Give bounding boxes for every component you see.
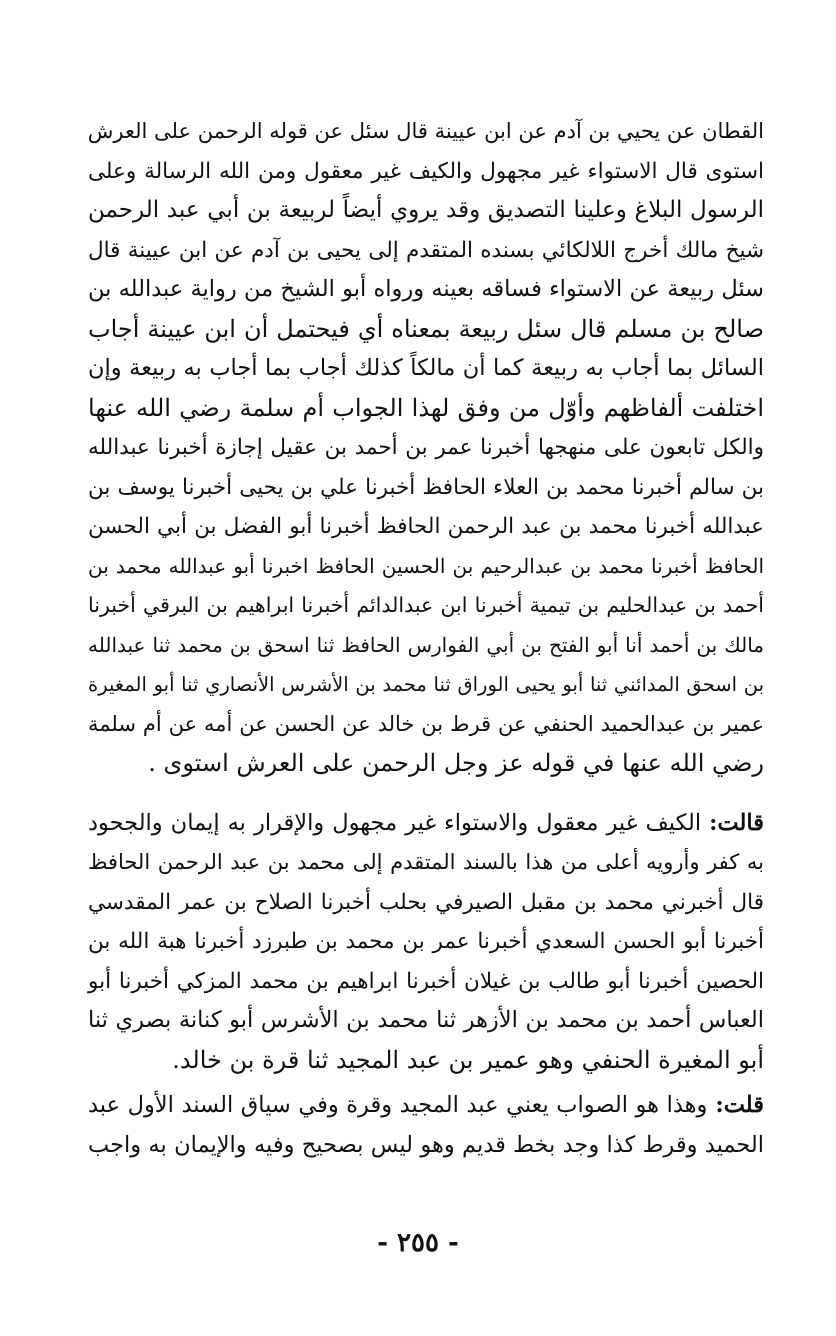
text-line: أبو المغيرة الحنفي وهو عمير بن عبد المجيد ثنا قرة بن خالد.: [172, 1045, 764, 1074]
text-line: [88, 804, 764, 844]
text-line-content: الكيف غير معقول والاستواء غير مجهول والإقرار به إيمان والجحود: [88, 809, 702, 836]
text-line: [88, 1086, 764, 1126]
text-line-content: وهذا هو الصواب يعني عبد المجيد وقرة وفي سياق السند الأول عبد: [88, 1092, 708, 1118]
text-line: الحصين أخبرنا أبو طالب بن غيلان أخبرنا ابراهيم بن محمد المزكي أخبرنا أبو: [88, 968, 764, 994]
text-line: القطان عن يحيي بن آدم عن ابن عيينة قال سئل عن قوله الرحمن على العرش: [87, 119, 764, 143]
text-line: عبدالله أخبرنا محمد بن عبد الرحمن الحافظ أخبرنا أبو الفضل بن أبي الحسن: [88, 514, 764, 539]
paragraph-3: [88, 1086, 764, 1165]
text-line: شيخ مالك أخرج اللالكائي بسنده المتقدم إلى يحيى بن آدم عن ابن عيينة قال: [88, 237, 764, 263]
text-line: السائل بما أجاب به ربيعة كما أن مالكاً كذلك أجاب بما أجاب به ربيعة وإن: [88, 355, 764, 381]
text-line: قال أخبرني محمد بن مقبل الصيرفي بحلب أخبرنا الصلاح بن عمر المقدسي: [88, 889, 764, 915]
text-line: الحميد وقرط كذا وجد بخط قديم وهو ليس بصحيح وفيه والإيمان به واجب: [88, 1131, 764, 1158]
paragraph-1: [88, 112, 764, 784]
text-line: عمير بن عبدالحميد الحنفي عن قرط بن خالد عن الحسن عن أمه عن أم سلمة: [88, 711, 764, 736]
text-line: رضي الله عنها في قوله عز وجل الرحمن على العرش استوى .: [148, 749, 764, 777]
text-line: العباس أحمد بن محمد بن الأزهر ثنا محمد بن الأشرس أبو كنانة بصري ثنا: [88, 1007, 764, 1033]
text-line: اختلفت ألفاظهم وأوّل من وفق لهذا الجواب أم سلمة رضي الله عنها: [88, 393, 764, 422]
paragraph-spacer: [88, 784, 764, 804]
text-line: بن اسحق المدائني ثنا أبو يحيى الوراق ثنا محمد بن الأشرس الأنصاري ثنا أبو المغيرة: [88, 673, 764, 696]
text-line: به كفر وأرويه أعلى من هذا بالسند المتقدم إلى محمد بن عبد الرحمن الحافظ: [88, 850, 764, 874]
text-line: بن سالم أخبرنا محمد بن العلاء الحافظ أخبرنا علي بن يحيى أخبرنا يوسف بن: [88, 474, 764, 500]
text-line: والكل تابعون على منهجها أخبرنا عمر بن أحمد بن عقيل إجازة أخبرنا عبدالله: [88, 435, 764, 460]
page-body: [88, 112, 764, 1165]
text-line: سئل ربيعة عن الاستواء فساقه بعينه ورواه أبو الشيخ من رواية عبدالله بن: [88, 276, 764, 302]
text-line: الحافظ أخبرنا محمد بن عبدالرحيم بن الحسين الحافظ اخبرنا أبو عبدالله محمد بن: [88, 553, 764, 578]
text-line: الرسول البلاغ وعلينا التصديق وقد يروي أيضاً لربيعة بن أبي عبد الرحمن: [88, 197, 764, 223]
page-number: - ٢٥٥ -: [377, 1228, 459, 1258]
paragraph-lead: قالت:: [709, 809, 764, 836]
paragraph-2: [88, 804, 764, 1081]
text-line: مالك بن أحمد أنا أبو الفتح بن أبي الفوارس الحافظ ثنا اسحق بن محمد ثنا عبدالله: [88, 632, 765, 657]
paragraph-lead: قلت:: [715, 1092, 764, 1118]
text-line: صالح بن مسلم قال سئل ربيعة بمعناه أي فيحتمل أن ابن عيينة أجاب: [88, 314, 764, 343]
text-line: أحمد بن عبدالحليم بن تيمية أخبرنا ابن عبدالدائم أخبرنا ابراهيم بن البرقي أخبرنا: [88, 593, 764, 617]
text-line: استوى قال الاستواء غير مجهول والكيف غير معقول ومن الله الرسالة وعلى: [88, 158, 764, 184]
text-line: أخبرنا أبو الحسن السعدي أخبرنا عمر بن محمد بن طبرزد أخبرنا هبة الله بن: [88, 929, 764, 954]
